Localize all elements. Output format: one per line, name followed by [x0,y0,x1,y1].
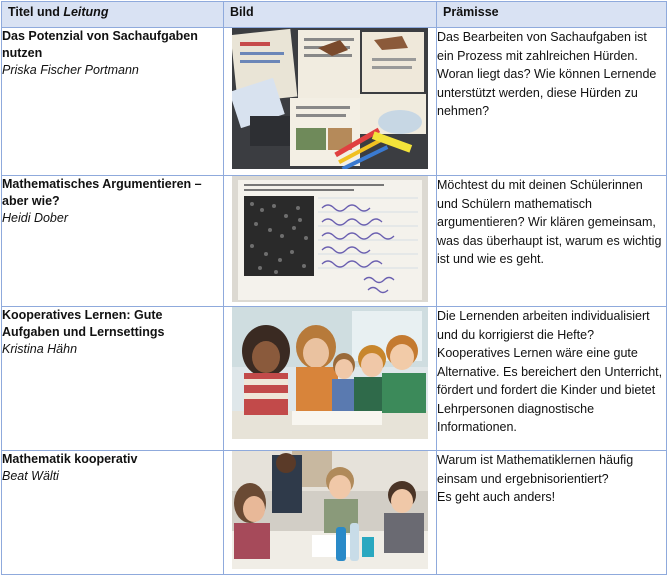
photo-textbooks-desk [232,28,428,169]
premise-cell [437,307,667,451]
premise-cell [437,28,667,176]
table-row [2,28,667,176]
header-title [2,2,224,28]
premise-paragraph: Die Lernenden arbeiten individualisiert und du korrigierst die Hefte? [437,309,650,342]
course-table [1,1,667,575]
premise-paragraph: Das Bearbeiten von Sachaufgaben ist ein Prozess mit zahlreichen Hürden. [437,30,647,63]
header-premise: Prämisse [437,2,667,28]
course-title: Mathematisches Argumentieren – aber wie? [2,177,202,208]
title-cell [2,307,224,451]
photo-classroom-children [232,451,428,569]
premise-cell [437,176,667,307]
header-row [2,2,667,28]
header-title-italic: Leitung [63,5,109,19]
table-row [2,451,667,575]
image-cell [224,176,437,307]
premise-paragraph: Kooperatives Lernen wäre eine gute Alternative. Es bereichert den Unterricht, fördert und fordert die Kinder und bietet Lehrpersonen diagnostische Informationen. [437,346,663,434]
title-cell [2,451,224,575]
table-row [2,307,667,451]
course-author: Heidi Dober [2,211,69,225]
photo-children-group-table [232,307,428,439]
course-title: Das Potenzial von Sachaufgaben nutzen [2,29,198,60]
course-author: Priska Fischer Portmann [2,63,139,77]
title-cell [2,28,224,176]
course-title: Mathematik kooperativ [2,452,138,466]
header-image: Bild [224,2,437,28]
course-title: Kooperatives Lernen: Gute Aufgaben und Lernsettings [2,308,165,339]
premise-paragraph: Es geht auch anders! [437,490,556,504]
premise-paragraph: Möchtest du mit deinen Schülerinnen und Schülern mathematisch argumentieren? Wir klären gemeinsam, was das überhaupt ist, warum es wichtig ist und wie es geht. [437,178,662,266]
header-title-text: Titel und [8,5,64,19]
photo-handwritten-worksheet [232,176,428,302]
premise-paragraph: Woran liegt das? Wie können Lernende unterstützt werden, diese Hürden zu nehmen? [437,67,657,118]
image-cell [224,28,437,176]
course-author: Kristina Hähn [2,342,78,356]
premise-cell [437,451,667,575]
title-cell [2,176,224,307]
image-cell [224,307,437,451]
table-row [2,176,667,307]
course-author: Beat Wälti [2,469,59,483]
image-cell [224,451,437,575]
premise-paragraph: Warum ist Mathematiklernen häufig einsam und ergebnisorientiert? [437,453,634,486]
